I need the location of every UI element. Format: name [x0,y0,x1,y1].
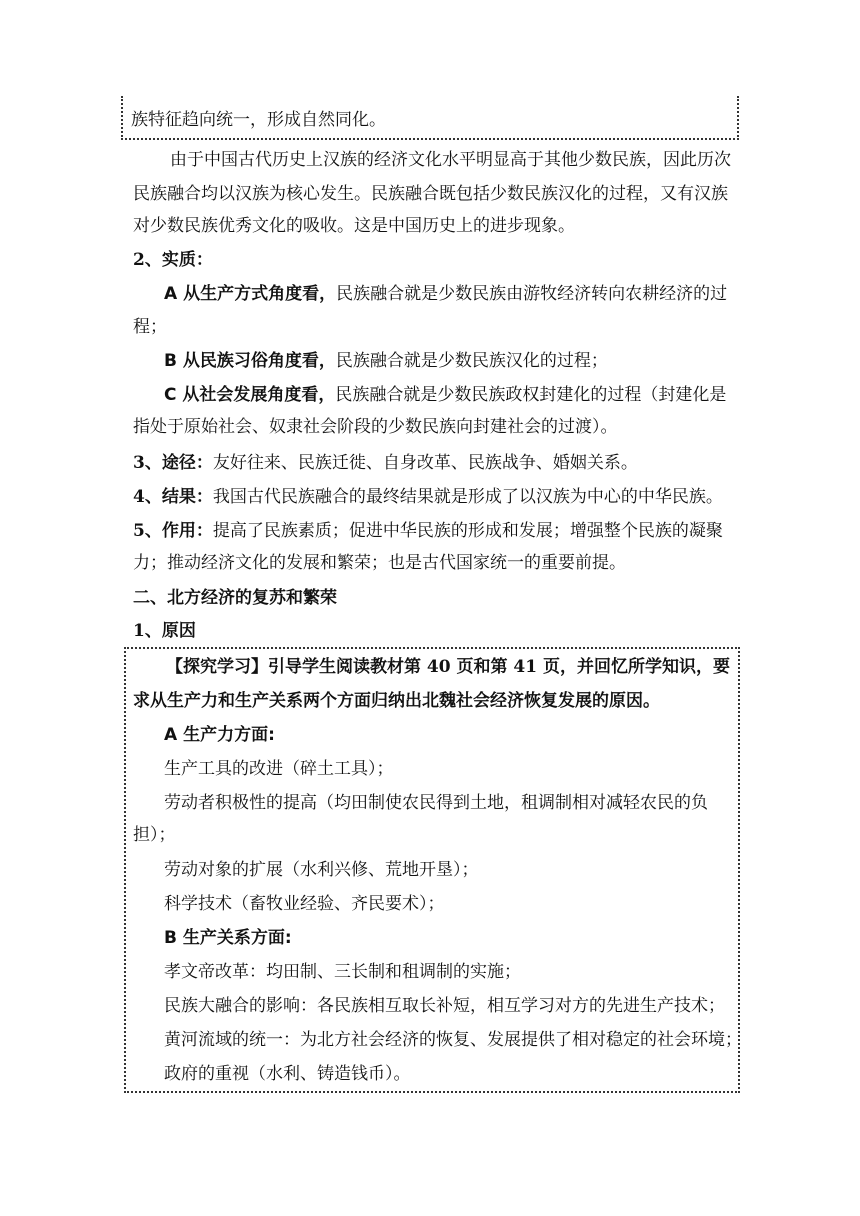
essence-c [164,383,726,407]
essence-a-label: A 从生产方式角度看， [164,284,337,304]
section-heading: 二、北方经济的复苏和繁荣 [133,588,337,608]
ways-text: 友好往来、民族迁徙、自身改革、民族战争、婚姻关系。 [212,453,638,473]
essence-b [164,349,608,373]
productivity-item-4: 科学技术（畜牧业经验、齐民要术）； [164,894,445,914]
continuation-text: 族特征趋向统一，形成自然同化。 [131,110,386,130]
essence-a-cont: 程； [133,317,167,337]
effect [133,519,723,543]
productivity-item-1: 生产工具的改进（碎土工具）； [164,759,394,779]
relations-item-4: 政府的重视（水利、铸造钱币）。 [164,1064,411,1084]
productivity-item-2-cont: 担）； [133,825,176,845]
essence-b-label: B 从民族习俗角度看， [164,351,336,371]
relations-item-3: 黄河流域的统一：为北方社会经济的恢复、发展提供了相对稳定的社会环境； [164,1030,742,1050]
ways [133,451,638,475]
intro-line-1: 由于中国古代历史上汉族的经济文化水平明显高于其他少数民族，因此历次 [170,150,731,170]
relations-heading: B 生产关系方面: [164,928,292,948]
relations-item-2: 民族大融合的影响：各民族相互取长补短，相互学习对方的先进生产技术； [164,996,725,1016]
essence-c-text: 民族融合就是少数民族政权封建化的过程（封建化是 [335,385,727,405]
result [133,485,723,509]
effect-heading: 5、作用： [133,521,213,541]
inquiry-line-2: 求从生产力和生产关系两个方面归纳出北魏社会经济恢复发展的原因。 [133,691,660,711]
essence-c-label: C 从社会发展角度看， [164,385,336,405]
ways-heading: 3、途径： [133,453,213,473]
effect-text: 提高了民族素质；促进中华民族的形成和发展；增强整个民族的凝聚 [212,521,723,541]
productivity-item-2: 劳动者积极性的提高（均田制使农民得到土地，租调制相对减轻农民的负 [164,793,708,813]
essence-a-text: 民族融合就是少数民族由游牧经济转向农耕经济的过 [336,284,728,304]
productivity-heading: A 生产力方面: [164,725,275,745]
intro-line-3: 对少数民族优秀文化的吸收。这是中国历史上的进步现象。 [133,216,575,236]
essence-a [164,282,727,306]
result-heading: 4、结果： [133,487,213,507]
reason-heading: 1、原因 [133,621,196,641]
result-text: 我国古代民族融合的最终结果就是形成了以汉族为中心的中华民族。 [212,487,723,507]
productivity-item-3: 劳动对象的扩展（水利兴修、荒地开垦）； [164,860,479,880]
essence-b-text: 民族融合就是少数民族汉化的过程； [335,351,608,371]
essence-heading: 2、实质： [133,250,213,270]
effect-cont: 力；推动经济文化的发展和繁荣；也是古代国家统一的重要前提。 [133,553,626,573]
relations-item-1: 孝文帝改革：均田制、三长制和租调制的实施； [164,962,521,982]
intro-line-2: 民族融合均以汉族为核心发生。民族融合既包括少数民族汉化的过程，又有汉族 [133,184,728,204]
inquiry-line-1: 【探究学习】引导学生阅读教材第 40 页和第 41 页，并回忆所学知识，要 [166,657,730,677]
essence-c-cont: 指处于原始社会、奴隶社会阶段的少数民族向封建社会的过渡）。 [133,417,618,437]
